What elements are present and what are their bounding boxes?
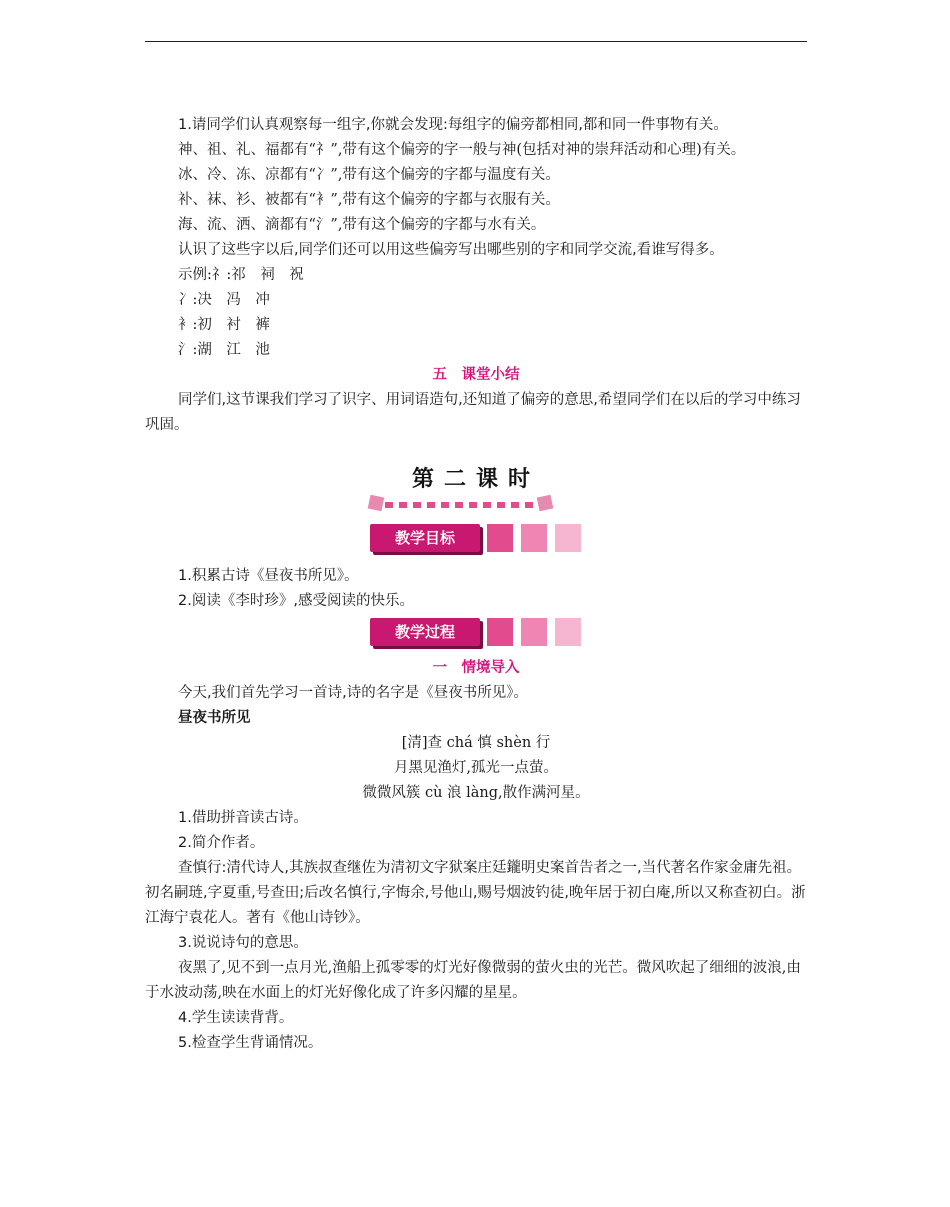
example-line: 示例:礻:祁 祠 祝 bbox=[178, 267, 304, 283]
section-heading: 五 课堂小结 bbox=[432, 367, 520, 383]
example-line: 衤:初 衬 裤 bbox=[178, 317, 270, 333]
tag-square bbox=[521, 524, 547, 552]
lesson-banner bbox=[145, 460, 807, 520]
header-rule bbox=[145, 41, 807, 42]
poem-author: [清]查 chá 慎 shèn 行 bbox=[401, 735, 551, 751]
goal-tag bbox=[145, 524, 807, 556]
section-heading: 一 情境导入 bbox=[432, 660, 520, 676]
poem-line: 微微风簇 cù 浪 làng,散作满河星。 bbox=[362, 785, 590, 801]
poem-title: 昼夜书所见 bbox=[178, 710, 251, 726]
banner-decoration bbox=[537, 495, 554, 512]
poem-meaning: 夜黑了,见不到一点月光,渔船上孤零零的灯光好像微弱的萤火虫的光芒。微风吹起了细细的波浪,由于水波动荡,映在水面上的灯光好像化成了许多闪耀的星星。 bbox=[145, 960, 801, 1001]
radical-yi-paragraph: 补、袜、衫、被都有“衤”,带有这个偏旁的字都与衣服有关。 bbox=[178, 192, 560, 208]
intro-paragraph: 1.请同学们认真观察每一组字,你就会发现:每组字的偏旁都相同,都和同一件事物有关。 bbox=[178, 117, 728, 133]
tag-label: 教学过程 bbox=[394, 623, 455, 641]
banner-decoration bbox=[368, 495, 385, 512]
tag-square bbox=[487, 618, 513, 646]
step-item: 2.简介作者。 bbox=[178, 835, 265, 851]
tag-square bbox=[521, 618, 547, 646]
step-item: 5.检查学生背诵情况。 bbox=[178, 1035, 323, 1051]
goal-item: 1.积累古诗《昼夜书所见》。 bbox=[178, 568, 359, 584]
tag-square bbox=[555, 618, 581, 646]
tag-label: 教学目标 bbox=[394, 529, 455, 547]
radical-shui-paragraph: 海、流、洒、滴都有“氵”,带有这个偏旁的字都与水有关。 bbox=[178, 217, 546, 233]
banner-dashed-bar bbox=[385, 502, 535, 508]
radical-shen-paragraph: 神、祖、礼、福都有“礻”,带有这个偏旁的字一般与神(包括对神的崇拜活动和心理)有关。 bbox=[178, 142, 746, 158]
example-line: 冫:决 冯 冲 bbox=[178, 292, 270, 308]
step-item: 4.学生读读背背。 bbox=[178, 1010, 294, 1026]
step-item: 3.说说诗句的意思。 bbox=[178, 935, 308, 951]
summary-paragraph: 同学们,这节课我们学习了识字、用词语造句,还知道了偏旁的意思,希望同学们在以后的学习中练习巩固。 bbox=[145, 392, 801, 433]
lesson-title: 第二课时 bbox=[411, 467, 540, 492]
goal-item: 2.阅读《李时珍》,感受阅读的快乐。 bbox=[178, 593, 414, 609]
author-bio: 查慎行:清代诗人,其族叔查继佐为清初文字狱案庄廷鑨明史案首告者之一,当代著名作家金庸先祖。初名嗣琏,字夏重,号查田;后改名慎行,字悔余,号他山,赐号烟波钓徒,晚年居于初白庵,所以又称查初白。浙江海宁袁花人。著有《他山诗钞》。 bbox=[145, 860, 806, 926]
process-tag bbox=[145, 618, 807, 650]
practice-paragraph: 认识了这些字以后,同学们还可以用这些偏旁写出哪些别的字和同学交流,看谁写得多。 bbox=[178, 242, 724, 258]
tag-square bbox=[487, 524, 513, 552]
radical-bing-paragraph: 冰、冷、冻、凉都有“冫”,带有这个偏旁的字都与温度有关。 bbox=[178, 167, 560, 183]
poem-line: 月黑见渔灯,孤光一点萤。 bbox=[393, 760, 559, 776]
step-item: 1.借助拼音读古诗。 bbox=[178, 810, 308, 826]
page-content bbox=[145, 113, 807, 1056]
tag-square bbox=[555, 524, 581, 552]
intro-text: 今天,我们首先学习一首诗,诗的名字是《昼夜书所见》。 bbox=[178, 685, 528, 701]
example-line: 氵:湖 江 池 bbox=[178, 342, 270, 358]
